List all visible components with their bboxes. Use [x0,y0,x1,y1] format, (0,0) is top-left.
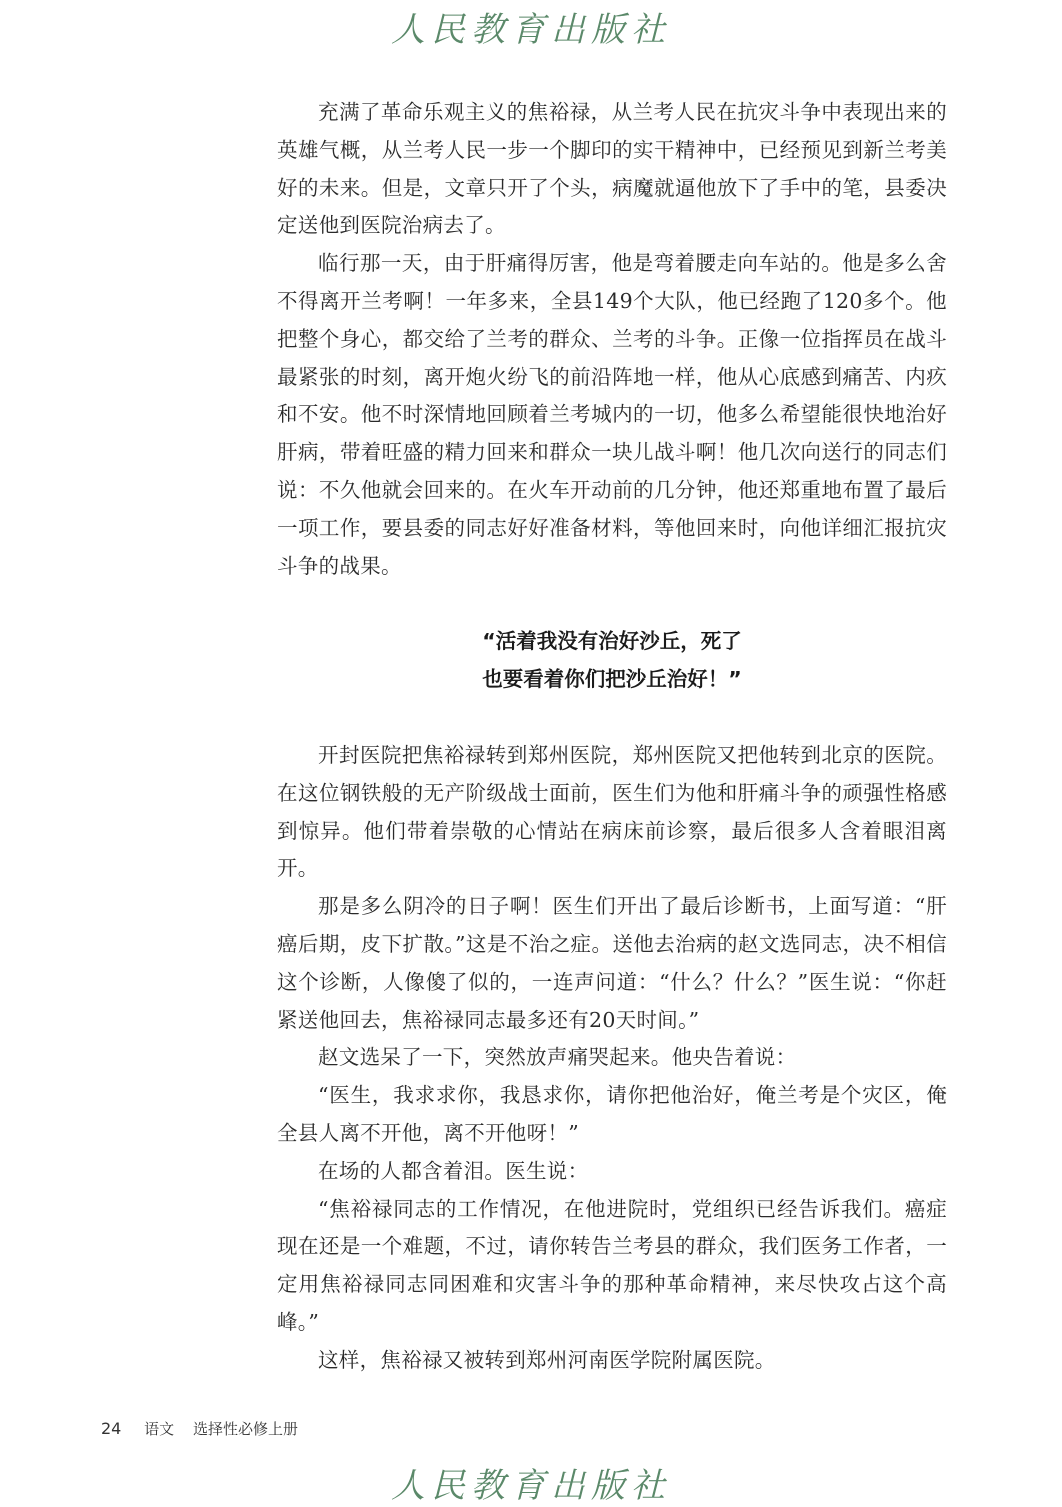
footer-subject: 语文 [144,1420,175,1438]
page-number: 24 [101,1419,122,1438]
paragraph: “医生，我求求你，我恳求你，请你把他治好，俺兰考是个灾区，俺全县人离不开他，离不开他呀！” [277,1083,947,1145]
section-subheading [277,622,947,698]
paragraph: 赵文选呆了一下，突然放声痛哭起来。他央告着说： [318,1045,797,1070]
subheading-line-1: “活着我没有治好沙丘，死了 [482,629,742,653]
paragraph: 充满了革命乐观主义的焦裕禄，从兰考人民在抗灾斗争中表现出来的英雄气概，从兰考人民一步一个脚印的实干精神中，已经预见到新兰考美好的未来。但是，文章只开了个头，病魔就逼他放下了手中的笔，县委决定送他到医院治病去了。 [277,100,947,238]
section-2 [277,737,947,1380]
section-1 [277,94,947,585]
publisher-watermark-bottom: 人民教育出版社 [391,1466,671,1506]
paragraph: 那是多么阴冷的日子啊！医生们开出了最后诊断书，上面写道：“肝癌后期，皮下扩散。”这是不治之症。送他去治病的赵文选同志，决不相信这个诊断，人像傻了似的，一连声问道：“什么？什么？”医生说：“你赶紧送他回去，焦裕禄同志最多还有20天时间。” [277,894,947,1032]
page-footer [101,1418,298,1439]
paragraph: 临行那一天，由于肝痛得厉害，他是弯着腰走向车站的。他是多么舍不得离开兰考啊！一年多来，全县149个大队，他已经跑了120多个。他把整个身心，都交给了兰考的群众、兰考的斗争。正像一位指挥员在战斗最紧张的时刻，离开炮火纷飞的前沿阵地一样，他从心底感到痛苦、内疚和不安。他不时深情地回顾着兰考城内的一切，他多么希望能很快地治好肝病，带着旺盛的精力回来和群众一块儿战斗啊！他几次向送行的同志们说：不久他就会回来的。在火车开动前的几分钟，他还郑重地布置了最后一项工作，要县委的同志好好准备材料，等他回来时，向他详细汇报抗灾斗争的战果。 [277,251,947,578]
footer-volume: 选择性必修上册 [192,1420,298,1438]
subheading-line-2: 也要看着你们把沙丘治好！” [482,667,742,691]
paragraph: 开封医院把焦裕禄转到郑州医院，郑州医院又把他转到北京的医院。在这位钢铁般的无产阶级战士面前，医生们为他和肝痛斗争的顽强性格感到惊异。他们带着崇敬的心情站在病床前诊察，最后很多人含着眼泪离开。 [277,743,947,881]
paragraph: 这样，焦裕禄又被转到郑州河南医学院附属医院。 [318,1347,776,1372]
paragraph: 在场的人都含着泪。医生说： [318,1158,589,1183]
paragraph: “焦裕禄同志的工作情况，在他进院时，党组织已经告诉我们。癌症现在还是一个难题，不过，请你转告兰考县的群众，我们医务工作者，一定用焦裕禄同志同困难和灾害斗争的那种革命精神，来尽快攻占这个高峰。” [277,1196,947,1334]
publisher-watermark-top: 人民教育出版社 [391,10,671,50]
